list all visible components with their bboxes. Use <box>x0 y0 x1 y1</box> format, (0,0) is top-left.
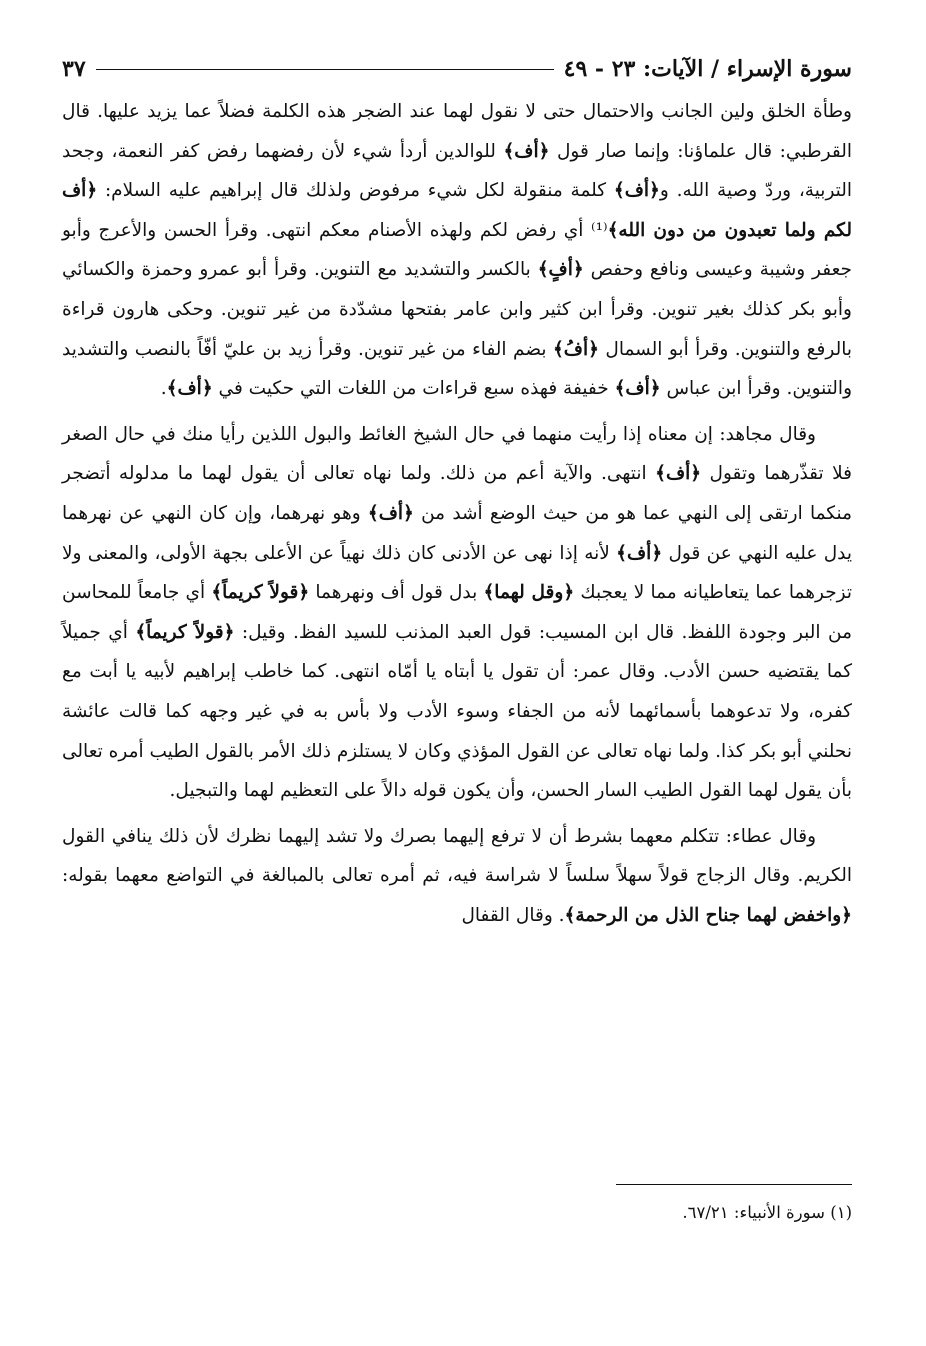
quran-quote: ﴿أف﴾ <box>616 542 663 564</box>
quran-quote: ﴿أفٍ﴾ <box>537 259 584 281</box>
text-run: بضم الفاء من غير تنوين. وقرأ زيد بن عليّ أفّاً بالنصب والتشديد والتنوين. وقرأ ابن عباس <box>62 338 852 400</box>
paragraph <box>62 415 852 811</box>
quran-quote: ﴿أف﴾ <box>503 140 550 162</box>
text-run: وقال عطاء: تتكلم معهما بشرط أن لا ترفع إليهما بصرك ولا تشد إليهما نظرك لأن ذلك ينافي القول الكريم. وقال الزجاج قولاً سهلاً سلساً لا شراسة فيه، ثم أمره تعالى بالمبالغة في التواضع معهما بقوله: <box>62 825 852 887</box>
text-run: ⁽¹⁾ أي رفض لكم ولهذه الأصنام معكم انتهى. وقرأ الحسن والأعرج وأبو جعفر وشيبة وعيسى ونافع وحفص <box>62 219 852 281</box>
text-run: أي جامعاً للمحاسن من البر وجودة اللفظ. قال ابن المسيب: قول العبد المذنب للسيد الفظ. وقيل: <box>62 582 852 643</box>
body-text <box>62 92 852 935</box>
footnotes <box>62 1198 852 1228</box>
text-run: بالكسر والتشديد مع التنوين. وقرأ أبو عمرو وحمزة والكسائي وأبو بكر كذلك بغير تنوين. وقرأ ابن كثير وابن عامر بفتحها مشدّدة من غير تنوين. وحكى هارون قراءة بالرفع والتنوين. وقرأ أبو السمال <box>62 259 852 360</box>
text-run: انتهى. والآية أعم من ذلك. ولما نهاه تعالى أن يقول لهما ما مدلوله أتضجر منكما ارتقى إلى النهي عما هو من حيث الوضع أشد من <box>62 463 852 524</box>
text-run: وهو نهرهما، وإن كان النهي عن نهرهما يدل عليه النهي عن قول <box>62 502 852 564</box>
quran-quote: ﴿قولاً كريماً﴾ <box>135 621 235 643</box>
text-run: وقال مجاهد: إن معناه إذا رأيت منهما في حال الشيخ الغائط والبول اللذين رأيا منك في حال الصغر فلا تقذّرهما وتقول <box>62 423 852 485</box>
text-run: وطأة الخلق ولين الجانب والاحتمال حتى لا نقول لهما عند الضجر هذه الكلمة فضلاً عما يزيد عليها. قال القرطبي: قال علماؤنا: وإنما صار قول <box>62 101 852 162</box>
quran-quote: ﴿وقل لهما﴾ <box>483 582 575 604</box>
quran-quote: ﴿أف﴾ <box>367 502 414 524</box>
surah-title: سورة الإسراء / الآيات: ٢٣ - ٤٩ <box>563 56 852 82</box>
quran-quote: ﴿أف﴾ <box>614 378 661 400</box>
quran-quote: ﴿أف﴾ <box>166 378 213 400</box>
text-run: لأنه إذا نهى عن الأدنى كان ذلك نهياً عن الأعلى بجهة الأولى، والمعنى ولا تزجرهما عما يتعاطيانه مما لا يعجبك <box>62 542 852 604</box>
text-run: أي جميلاً كما يقتضيه حسن الأدب. وقال عمر: أن تقول يا أبتاه يا أمّاه انتهى. كما خاطب إبراهيم لأبيه يا أبت مع كفره، ولا تدعوهما بأسمائهما لأنه من الجفاء وسوء الأدب ولا بأس به في غير وجهه كما قالت عائشة نحلني أبو بكر كذا. ولما نهاه تعالى عن القول المؤذي وكان لا يستلزم ذلك الأمر بالقول الطيب أمره تعالى بأن يقول لهما القول الطيب السار الحسن، وأن يكون قوله دالاً على التعظيم لهما والتبجيل. <box>62 621 852 802</box>
quran-quote: ﴿قولاً كريماً﴾ <box>211 582 310 604</box>
quran-quote: ﴿أف﴾ <box>655 463 702 485</box>
quran-quote: ﴿أفُ﴾ <box>552 338 599 360</box>
quran-quote: ﴿أف لكم ولما تعبدون من دون الله﴾ <box>62 180 852 241</box>
text-run: للوالدين أردأ شيء لأن رفضهما رفض كفر النعمة، وجحد التربية، وردّ وصية الله. و <box>62 140 853 202</box>
text-run: بدل قول أف ونهرهما <box>309 582 484 604</box>
paragraph <box>62 817 852 936</box>
text-run: خفيفة فهذه سبع قراءات من اللغات التي حكيت في <box>212 378 615 400</box>
text-run: . <box>160 378 167 400</box>
quran-quote: ﴿واخفض لهما جناح الذل من الرحمة﴾ <box>564 904 852 926</box>
text-run: . وقال القفال <box>461 904 565 926</box>
header-rule <box>96 69 554 70</box>
paragraph <box>62 92 852 409</box>
text-run: كلمة منقولة لكل شيء مرفوض ولذلك قال إبراهيم عليه السلام: <box>97 180 614 202</box>
book-page <box>62 48 852 1298</box>
footnote: (١) سورة الأنبياء: ٦٧/٢١. <box>682 1203 852 1222</box>
page-number: ٣٧ <box>62 56 86 82</box>
running-header <box>62 48 852 90</box>
footnote-rule <box>616 1184 852 1185</box>
quran-quote: ﴿أف﴾ <box>613 180 660 202</box>
